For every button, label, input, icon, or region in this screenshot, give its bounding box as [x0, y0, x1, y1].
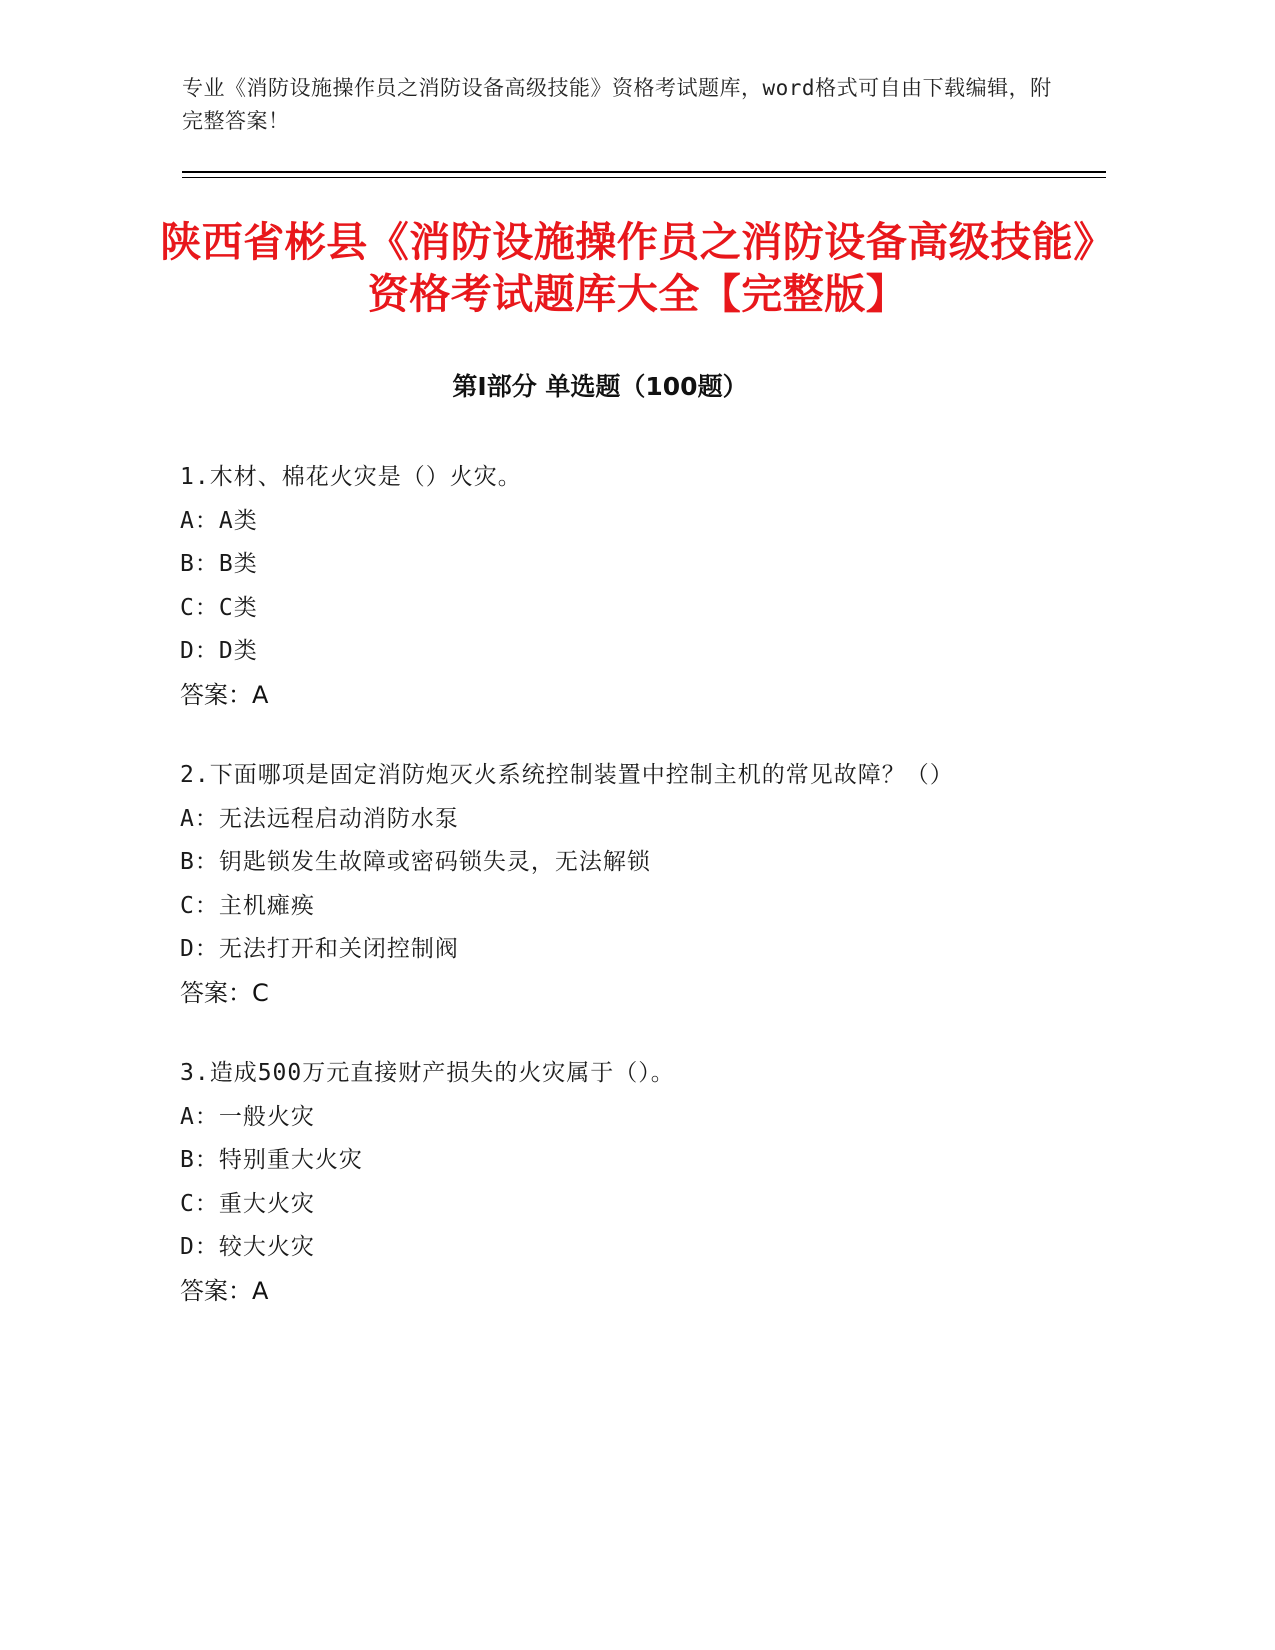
option-a: A：A类: [180, 507, 258, 534]
option-c: C：重大火灾: [180, 1190, 315, 1217]
option-b: B：特别重大火灾: [180, 1147, 363, 1173]
question-text: 3.造成500万元直接财产损失的火灾属于（）。: [180, 1060, 675, 1086]
option-d: D：较大火灾: [180, 1234, 315, 1260]
question-text: 2.下面哪项是固定消防炮灭火系统控制装置中控制主机的常见故障？（）: [180, 762, 954, 788]
question-1: [180, 456, 1060, 717]
option-b: B：钥匙锁发生故障或密码锁失灵，无法解锁: [180, 849, 651, 875]
answer: 答案：A: [180, 1276, 269, 1305]
question-2: [180, 754, 1060, 1015]
option-b: B：B类: [180, 551, 258, 577]
option-c: C：C类: [180, 594, 258, 621]
answer: 答案：A: [180, 680, 269, 709]
header-divider-thick: [182, 171, 1106, 173]
question-3: [180, 1052, 1060, 1313]
header-divider-thin: [182, 177, 1106, 178]
option-c: C：主机瘫痪: [180, 892, 315, 919]
question-text: 1.木材、棉花火灾是（）火灾。: [180, 464, 522, 490]
option-a: A：一般火灾: [180, 1103, 315, 1130]
document-title: 陕西省彬县《消防设施操作员之消防设备高级技能》资格考试题库大全【完整版】: [160, 218, 1115, 318]
answer: 答案：C: [180, 978, 269, 1007]
question-list: [180, 456, 1060, 1350]
option-d: D：D类: [180, 638, 258, 664]
section-title: 第Ⅰ部分 单选题（100题）: [452, 372, 748, 401]
header-note: 专业《消防设施操作员之消防设备高级技能》资格考试题库，word格式可自由下载编辑，附完整答案！: [182, 76, 1052, 133]
option-a: A：无法远程启动消防水泵: [180, 805, 459, 832]
option-d: D：无法打开和关闭控制阀: [180, 936, 459, 962]
